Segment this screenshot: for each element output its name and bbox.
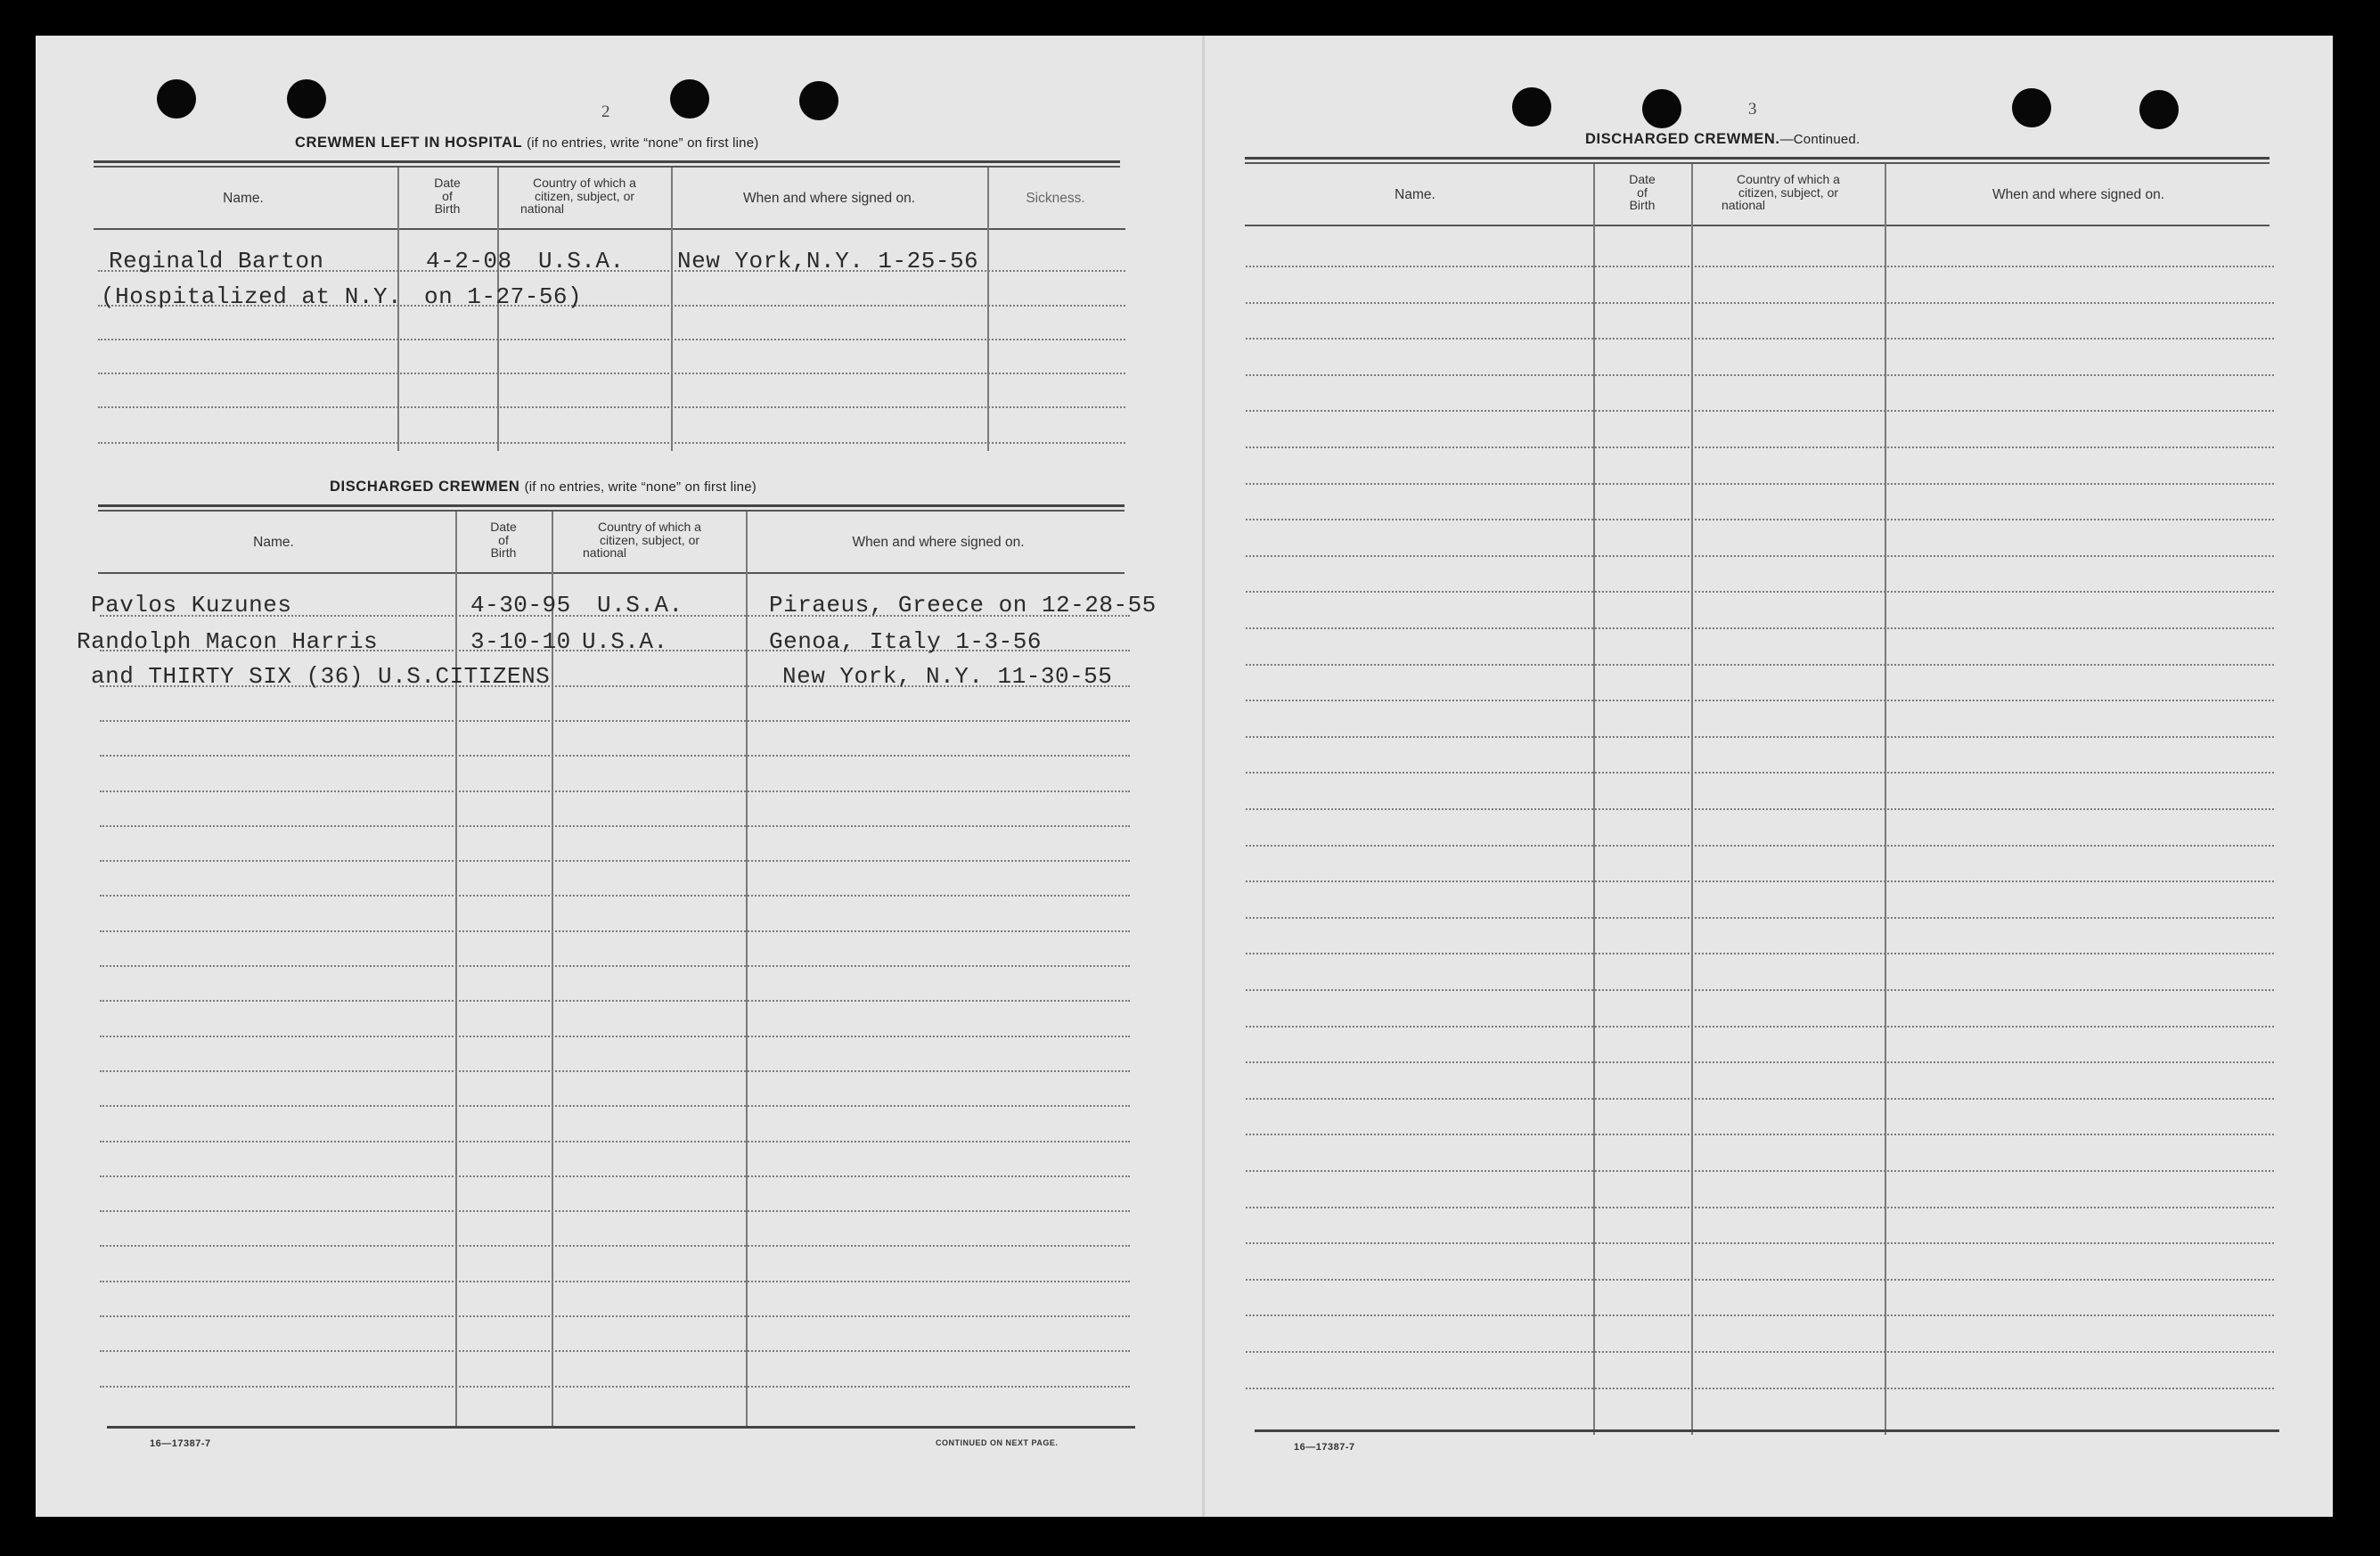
form-row-line — [1246, 917, 2274, 919]
right-title-continued: —Continued. — [1779, 132, 1861, 147]
right-top-rule — [1245, 157, 2270, 160]
dob-line: Date — [490, 520, 517, 534]
discharged-title-instruction: (if no entries, write “none” on first line) — [524, 479, 757, 495]
form-row-line — [1246, 1279, 2274, 1281]
hospital-row-line — [98, 406, 1125, 408]
hospital-section-title — [295, 135, 758, 152]
punch-hole — [1512, 87, 1551, 127]
form-row-line — [100, 1036, 1130, 1037]
discharged-header-dob — [459, 520, 548, 560]
page-fold — [1202, 36, 1205, 1517]
form-row-line — [100, 825, 1130, 827]
dob-line: Date — [434, 176, 461, 190]
form-row-line — [1246, 266, 2274, 267]
form-row-line — [100, 860, 1130, 862]
form-row-line — [100, 1386, 1130, 1388]
hospital-title-text: CREWMEN LEFT IN HOSPITAL — [295, 135, 522, 151]
discharged-header-country — [556, 520, 743, 560]
form-row-line — [1246, 555, 2274, 557]
hospital-header-sickness: Sickness. — [1026, 191, 1085, 206]
left-form-number: 16—17387-7 — [150, 1438, 211, 1449]
form-row-line — [100, 1281, 1130, 1282]
form-row-line — [100, 1000, 1130, 1002]
form-row-line — [1246, 700, 2274, 701]
form-row-line — [1246, 338, 2274, 340]
form-row-line — [1246, 989, 2274, 991]
right-header-country — [1695, 173, 1882, 212]
discharged-entry-country: U.S.A. — [597, 592, 683, 618]
form-row-line — [1246, 1388, 2274, 1389]
discharged-header-signed: When and where signed on. — [852, 535, 1025, 550]
hospital-header-country — [501, 176, 668, 216]
hospital-header-dob — [403, 176, 492, 216]
dob-line: of — [498, 532, 509, 547]
page-number: 3 — [1748, 100, 1757, 119]
hospital-note-part2: on 1-27-56) — [424, 283, 583, 310]
hospital-row-line — [98, 373, 1125, 374]
punch-hole — [2012, 88, 2051, 127]
form-row-line — [1246, 736, 2274, 738]
hospital-column-divider — [987, 168, 989, 451]
form-row-line — [1246, 1061, 2274, 1063]
country-line: Country of which a — [533, 176, 636, 190]
discharged-entry-name: Pavlos Kuzunes — [91, 592, 292, 618]
form-row-line — [1246, 1098, 2274, 1100]
discharged-header-name: Name. — [253, 535, 294, 550]
form-row-line — [100, 720, 1130, 722]
hospital-header-name: Name. — [223, 191, 264, 206]
right-header-name: Name. — [1394, 187, 1435, 202]
country-line: Country of which a — [1737, 172, 1840, 186]
country-line: Country of which a — [598, 520, 701, 534]
form-row-line — [1246, 1134, 2274, 1135]
punch-hole — [287, 79, 326, 119]
form-row-line — [100, 1141, 1130, 1142]
form-row-line — [100, 1070, 1130, 1072]
form-row-line — [1246, 1026, 2274, 1028]
hospital-entry-country: U.S.A. — [538, 248, 625, 274]
form-row-line — [1246, 664, 2274, 666]
form-row-line — [1246, 519, 2274, 520]
form-row-line — [1246, 483, 2274, 485]
form-row-line — [1246, 845, 2274, 847]
left-bottom-rule — [107, 1426, 1135, 1429]
discharged-entry-signed: Genoa, Italy 1-3-56 — [769, 628, 1042, 655]
right-form-number: 16—17387-7 — [1294, 1442, 1355, 1453]
country-line: citizen, subject, or — [1738, 184, 1839, 200]
hospital-header-rule — [94, 228, 1125, 230]
dob-line: of — [442, 188, 453, 203]
country-line: national — [583, 545, 627, 561]
form-row-line — [1246, 1170, 2274, 1172]
hospital-row-line — [98, 339, 1125, 340]
form-row-line — [100, 755, 1130, 757]
hospital-top-rule — [94, 160, 1120, 163]
discharged-entry-dob: 4-30-95 — [470, 592, 571, 618]
form-row-line — [1246, 1242, 2274, 1244]
form-row-line — [100, 1350, 1130, 1352]
discharged-header-rule — [98, 572, 1125, 574]
hospital-entry-signed: New York,N.Y. 1-25-56 — [677, 248, 979, 274]
punch-hole — [157, 79, 196, 119]
discharged-top-rule — [98, 504, 1125, 507]
right-section-title — [1585, 131, 1860, 148]
right-column-divider — [1593, 164, 1595, 1435]
hospital-header-signed: When and where signed on. — [742, 191, 916, 206]
form-row-line — [1246, 772, 2274, 774]
punch-hole — [1642, 89, 1681, 128]
discharged-group-line: and THIRTY SIX (36) U.S.CITIZENS — [91, 663, 551, 690]
right-header-signed: When and where signed on. — [1992, 187, 2165, 202]
dob-line: Birth — [434, 201, 461, 217]
form-row-line — [100, 1105, 1130, 1107]
discharged-group-signed: New York, N.Y. 11-30-55 — [782, 663, 1113, 690]
country-line: citizen, subject, or — [534, 188, 635, 203]
punch-hole — [2139, 90, 2179, 129]
country-line: citizen, subject, or — [599, 532, 700, 547]
country-line: national — [1722, 198, 1766, 213]
form-row-line — [100, 790, 1130, 792]
discharged-top-rule-inner — [98, 510, 1125, 512]
form-row-line — [100, 1175, 1130, 1177]
hospital-entry-name: Reginald Barton — [109, 248, 324, 274]
form-row-line — [1246, 808, 2274, 810]
punch-hole — [670, 79, 709, 119]
country-line: national — [520, 201, 565, 217]
right-header-dob — [1598, 173, 1687, 212]
form-row-line — [100, 895, 1130, 897]
discharged-entry-country: U.S.A. — [582, 628, 668, 655]
right-title-text: DISCHARGED CREWMEN. — [1585, 131, 1780, 147]
form-row-line — [100, 1245, 1130, 1247]
continue-note: CONTINUED ON NEXT PAGE. — [936, 1438, 1059, 1447]
page-number: 2 — [601, 102, 610, 121]
form-row-line — [1246, 410, 2274, 412]
form-row-line — [1246, 374, 2274, 376]
discharged-entry-name: Randolph Macon Harris — [77, 628, 379, 655]
discharged-entry-dob: 3-10-10 — [470, 628, 571, 655]
right-bottom-rule — [1255, 1429, 2279, 1432]
hospital-entry-dob: 4-2-08 — [426, 248, 512, 274]
discharged-entry-signed: Piraeus, Greece on 12-28-55 — [769, 592, 1157, 618]
dob-line: Date — [1629, 172, 1656, 186]
form-row-line — [1246, 953, 2274, 954]
punch-hole — [799, 81, 838, 120]
right-column-divider — [1691, 164, 1693, 1435]
form-row-line — [1246, 880, 2274, 882]
discharged-title-text: DISCHARGED CREWMEN — [330, 479, 520, 495]
right-header-rule — [1245, 225, 2270, 226]
hospital-column-divider — [671, 168, 673, 451]
hospital-title-instruction: (if no entries, write “none” on first line) — [527, 135, 759, 151]
right-column-divider — [1885, 164, 1886, 1435]
dob-line: Birth — [1629, 198, 1656, 213]
form-row-line — [1246, 1351, 2274, 1353]
hospital-row-line — [98, 442, 1125, 444]
form-row-line — [1246, 591, 2274, 593]
form-row-line — [1246, 1314, 2274, 1316]
dob-line: of — [1637, 184, 1648, 200]
form-row-line — [100, 1315, 1130, 1317]
dob-line: Birth — [490, 545, 517, 561]
hospital-note-part1: (Hospitalized at N.Y. — [101, 283, 403, 310]
form-row-line — [100, 930, 1130, 932]
hospital-top-rule-inner — [94, 166, 1120, 168]
document-sheet — [36, 36, 2333, 1517]
form-row-line — [1246, 627, 2274, 629]
form-row-line — [100, 1210, 1130, 1212]
form-row-line — [1246, 1207, 2274, 1208]
form-row-line — [1246, 446, 2274, 448]
form-row-line — [100, 965, 1130, 967]
discharged-section-title — [330, 479, 757, 495]
right-top-rule-inner — [1245, 162, 2270, 164]
form-row-line — [1246, 302, 2274, 304]
